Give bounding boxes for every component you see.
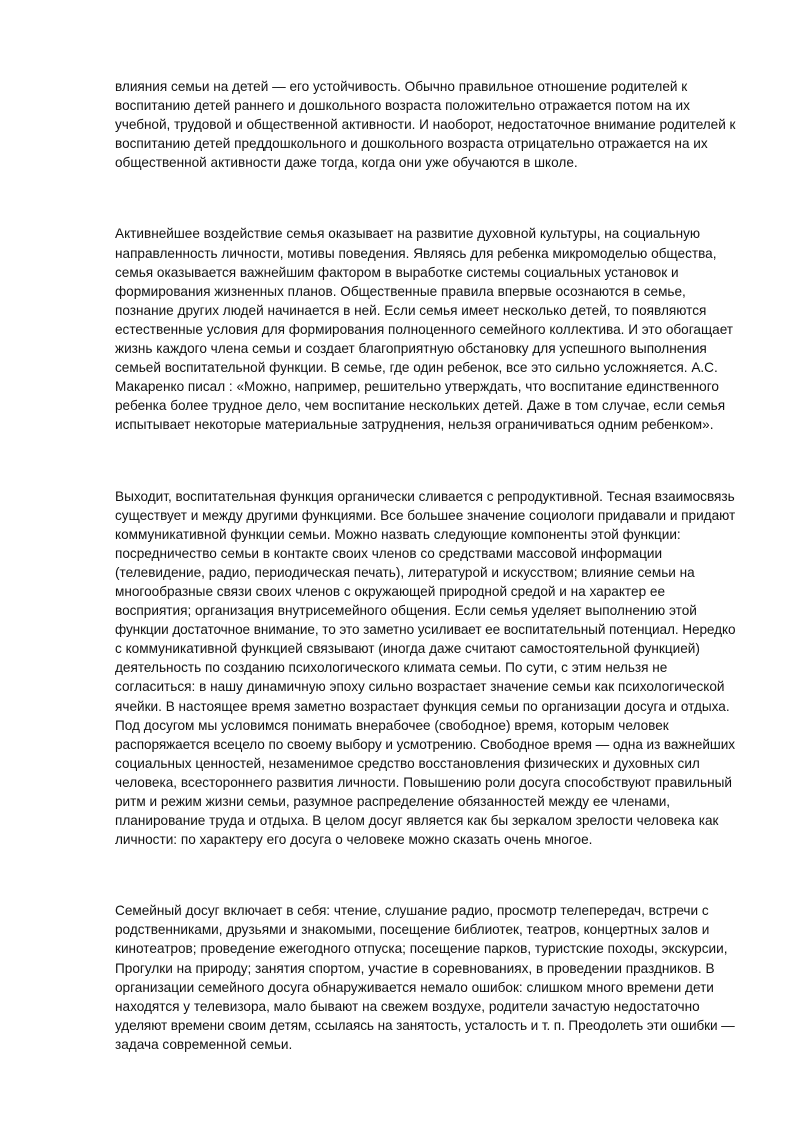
paragraph-line: Под досугом мы условимся понимать внерабочее (свободное) время, которым человек [115,717,669,733]
paragraph-line: познание других людей начинается в ней. Если семья имеет несколько детей, то появляются [115,302,707,318]
paragraph-line: формирования жизненных планов. Общественные правила впервые осознаются в семье, [115,283,686,299]
paragraph-line: направленность личности, мотивы поведения. Являясь для ребенка микромоделью общества, [115,245,717,261]
paragraph-line: естественные условия для формирования полноценного семейного коллектива. И это обогащает [115,321,734,337]
paragraph-line: человека, всестороннего развития личности. Повышению роли досуга способствуют правильный [115,774,732,790]
paragraph-line: социальных ценностей, незаменимое средство восстановления физических и духовных сил [115,755,700,771]
paragraph-line: ребенка более трудное дело, чем воспитание нескольких детей. Даже в том случае, если семья [115,398,726,414]
paragraph-line: учебной, трудовой и общественной активности. И наоборот, недостаточное внимание родителей к [115,117,736,133]
paragraph-line: общественной активности даже тогда, когда они уже обучаются в школе. [115,155,578,171]
paragraph-line: с коммуникативной функцией связывают (иногда даже считают самостоятельной функцией) [115,641,700,657]
paragraph-line: восприятия; организация внутрисемейного общения. Если семья уделяет выполнению этой [115,603,697,619]
paragraph-line: жизнь каждого члена семьи и создает благоприятную обстановку для успешного выполнения [115,341,707,357]
paragraph-line: многообразные связи своих членов с окружающей природной средой и на характер ее [115,583,666,599]
paragraph-line: существует и между другими функциями. Все большее значение социологи придавали и придают [115,507,736,523]
paragraph-line: уделяют времени своим детям, ссылаясь на занятость, усталость и т. п. Преодолеть эти ошибки — [115,1017,735,1033]
paragraph-line: испытывает некоторые материальные затруднения, нельзя ограничиваться одним ребенком». [115,417,714,433]
paragraph-line: воспитанию детей раннего и дошкольного возраста положительно отражается потом на их [115,98,690,114]
paragraph-line: согласиться: в нашу динамичную эпоху сильно возрастает значение семьи как психологической [115,679,725,695]
paragraph-line: функции достаточное внимание, то это заметно усиливает ее воспитательный потенциал. Нередко [115,622,736,638]
paragraph-3 [115,487,735,850]
paragraph-line: деятельность по созданию психологического климата семьи. По сути, с этим нельзя не [115,660,668,676]
paragraph-line: Макаренко писал : «Можно, например, решительно утверждать, что воспитание единственного [115,379,719,395]
paragraph-line: Выходит, воспитательная функция органически сливается с репродуктивной. Тесная взаимосвязь [115,488,735,504]
paragraph-2 [115,224,735,434]
paragraph-line: воспитанию детей преддошкольного и дошкольного возраста отрицательно отражается на их [115,136,708,152]
paragraph-line: Семейный досуг включает в себя: чтение, слушание радио, просмотр телепередач, встречи с [115,903,709,919]
paragraph-line: семья оказывается важнейшим фактором в выработке системы социальных установок и [115,264,679,280]
paragraph-line: Активнейшее воздействие семья оказывает на развитие духовной культуры, на социальную [115,226,701,242]
paragraph-line: распоряжается всецело по своему выбору и усмотрению. Свободное время — одна из важнейших [115,736,736,752]
paragraph-line: Прогулки на природу; занятия спортом, участие в соревнованиях, в проведении праздников. В [115,960,715,976]
paragraph-line: находятся у телевизора, мало бывают на свежем воздухе, родители зачастую недостаточно [115,998,700,1014]
paragraph-line: посредничество семьи в контакте своих членов со средствами массовой информации [115,545,663,561]
paragraph-line: ритм и режим жизни семьи, разумное распределение обязанностей между ее членами, [115,794,671,809]
paragraph-4 [115,901,735,1054]
paragraph-line: родственниками, друзьями и знакомыми, посещение библиотек, театров, концертных залов и [115,922,710,938]
paragraph-line: задача современной семьи. [115,1036,293,1052]
document-body [115,77,735,1054]
paragraph-1 [115,77,735,172]
paragraph-line: планирование труда и отдыха. В целом досуг является как бы зеркалом зрелости человека как [115,813,719,829]
paragraph-line: кинотеатров; проведение ежегодного отпуска; посещение парков, туристские походы, экскурсии, [115,941,728,957]
paragraph-line: коммуникативной функции семьи. Можно назвать следующие компоненты этой функции: [115,526,681,542]
paragraph-line: ячейки. В настоящее время заметно возрастает функция семьи по организации досуга и отдыха. [115,698,730,714]
paragraph-line: личности: по характеру его досуга о человеке можно сказать очень многое. [115,832,593,848]
paragraph-line: семьей воспитательной функции. В семье, где один ребенок, все это сильно усложняется. А.С. [115,360,718,376]
paragraph-line: влияния семьи на детей — его устойчивость. Обычно правильное отношение родителей к [115,79,688,94]
paragraph-line: (телевидение, радио, периодическая печать), литературой и искусством; влияние семьи на [115,564,695,580]
paragraph-line: организации семейного досуга обнаруживается немало ошибок: слишком много времени дети [115,979,714,995]
